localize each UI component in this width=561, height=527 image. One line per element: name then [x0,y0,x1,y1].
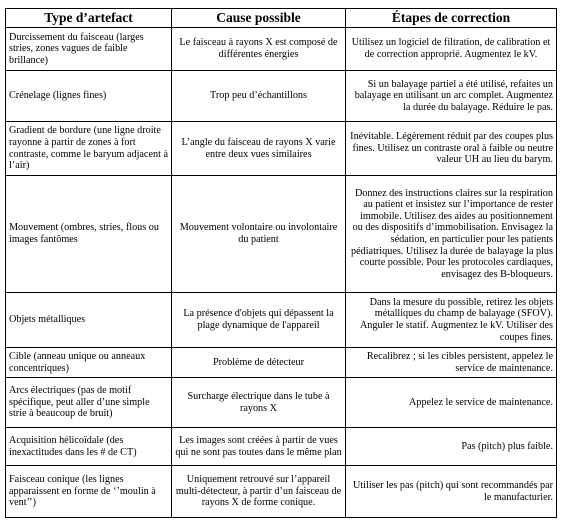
cell-cause: Mouvement volontaire ou involontaire du patient [172,176,346,293]
cell-type: Durcissement du faisceau (larges stries, zones vagues de faible brillance) [6,28,172,71]
cell-correction: Donnez des instructions claires sur la respiration au patient et insistez sur l’importance de rester immobile. Utilisez des aides au positionnement ou des dispositifs d’immobilisation. Envisagez la sédation, en particulier pour les patients pédiatriques. Utilisez la durée de balayage la plus courte possible. Pour les protocoles cardiaques, envisagez des B-bloqueurs. [346,176,557,293]
cell-type: Gradient de bordure (une ligne droite rayonne à partir de zones à fort contraste, comme le baryum adjacent à l’air) [6,122,172,176]
table-row [6,293,557,348]
cell-cause: Problème de détecteur [172,348,346,378]
cell-type: Acquisition hélicoïdale (des inexactitudes dans les # de CT) [6,428,172,466]
cell-cause: Uniquement retrouvé sur l’appareil multi-détecteur, à partir d’un faisceau de rayons X de forme conique. [172,466,346,518]
cell-type: Arcs électriques (pas de motif spécifique, peut aller d’une simple strie à beaucoup de bruit) [6,378,172,428]
cell-correction: Dans la mesure du possible, retirez les objets métalliques du champ de balayage (SFOV). Anguler le statif. Augmentez le kV. Utiliser des coupes fines. [346,293,557,348]
cell-cause: L’angle du faisceau de rayons X varie entre deux vues similaires [172,122,346,176]
cell-correction: Utilisez un logiciel de filtration, de calibration et de correction approprié. Augmentez le kV. [346,28,557,71]
artifact-table [5,8,557,518]
cell-type: Cible (anneau unique ou anneaux concentriques) [6,348,172,378]
table-row [6,28,557,71]
cell-type: Faisceau conique (les lignes apparaissent en forme de ‘’moulin à vent’’) [6,466,172,518]
cell-correction: Recalibrez ; si les cibles persistent, appelez le service de maintenance. [346,348,557,378]
cell-correction: Utiliser les pas (pitch) qui sont recommandés par le manufacturier. [346,466,557,518]
table-row [6,176,557,293]
table-row [6,348,557,378]
header-cause: Cause possible [172,9,346,28]
cell-type: Crénelage (lignes fines) [6,71,172,122]
cell-cause: Les images sont créées à partir de vues qui ne sont pas toutes dans le même plan [172,428,346,466]
table-row [6,466,557,518]
table-header-row [6,9,557,28]
header-type: Type d’artefact [6,9,172,28]
cell-correction: Inévitable. Légèrement réduit par des coupes plus fines. Utilisez un contraste oral à faible ou neutre valeur UH au lieu du barym. [346,122,557,176]
cell-type: Mouvement (ombres, stries, flous ou images fantômes [6,176,172,293]
cell-correction: Si un balayage partiel a été utilisé, refaites un balayage en utilisant un arc complet. Augmentez la durée du balayage. Réduire le pas. [346,71,557,122]
cell-cause: La présence d'objets qui dépassent la plage dynamique de l'appareil [172,293,346,348]
header-correction: Étapes de correction [346,9,557,28]
cell-cause: Surcharge électrique dans le tube à rayons X [172,378,346,428]
table-row [6,71,557,122]
cell-cause: Trop peu d’échantillons [172,71,346,122]
table-row [6,122,557,176]
cell-type: Objets métalliques [6,293,172,348]
table-row [6,378,557,428]
cell-correction: Appelez le service de maintenance. [346,378,557,428]
cell-cause: Le faisceau à rayons X est composé de différentes énergies [172,28,346,71]
cell-correction: Pas (pitch) plus faible. [346,428,557,466]
table-row [6,428,557,466]
